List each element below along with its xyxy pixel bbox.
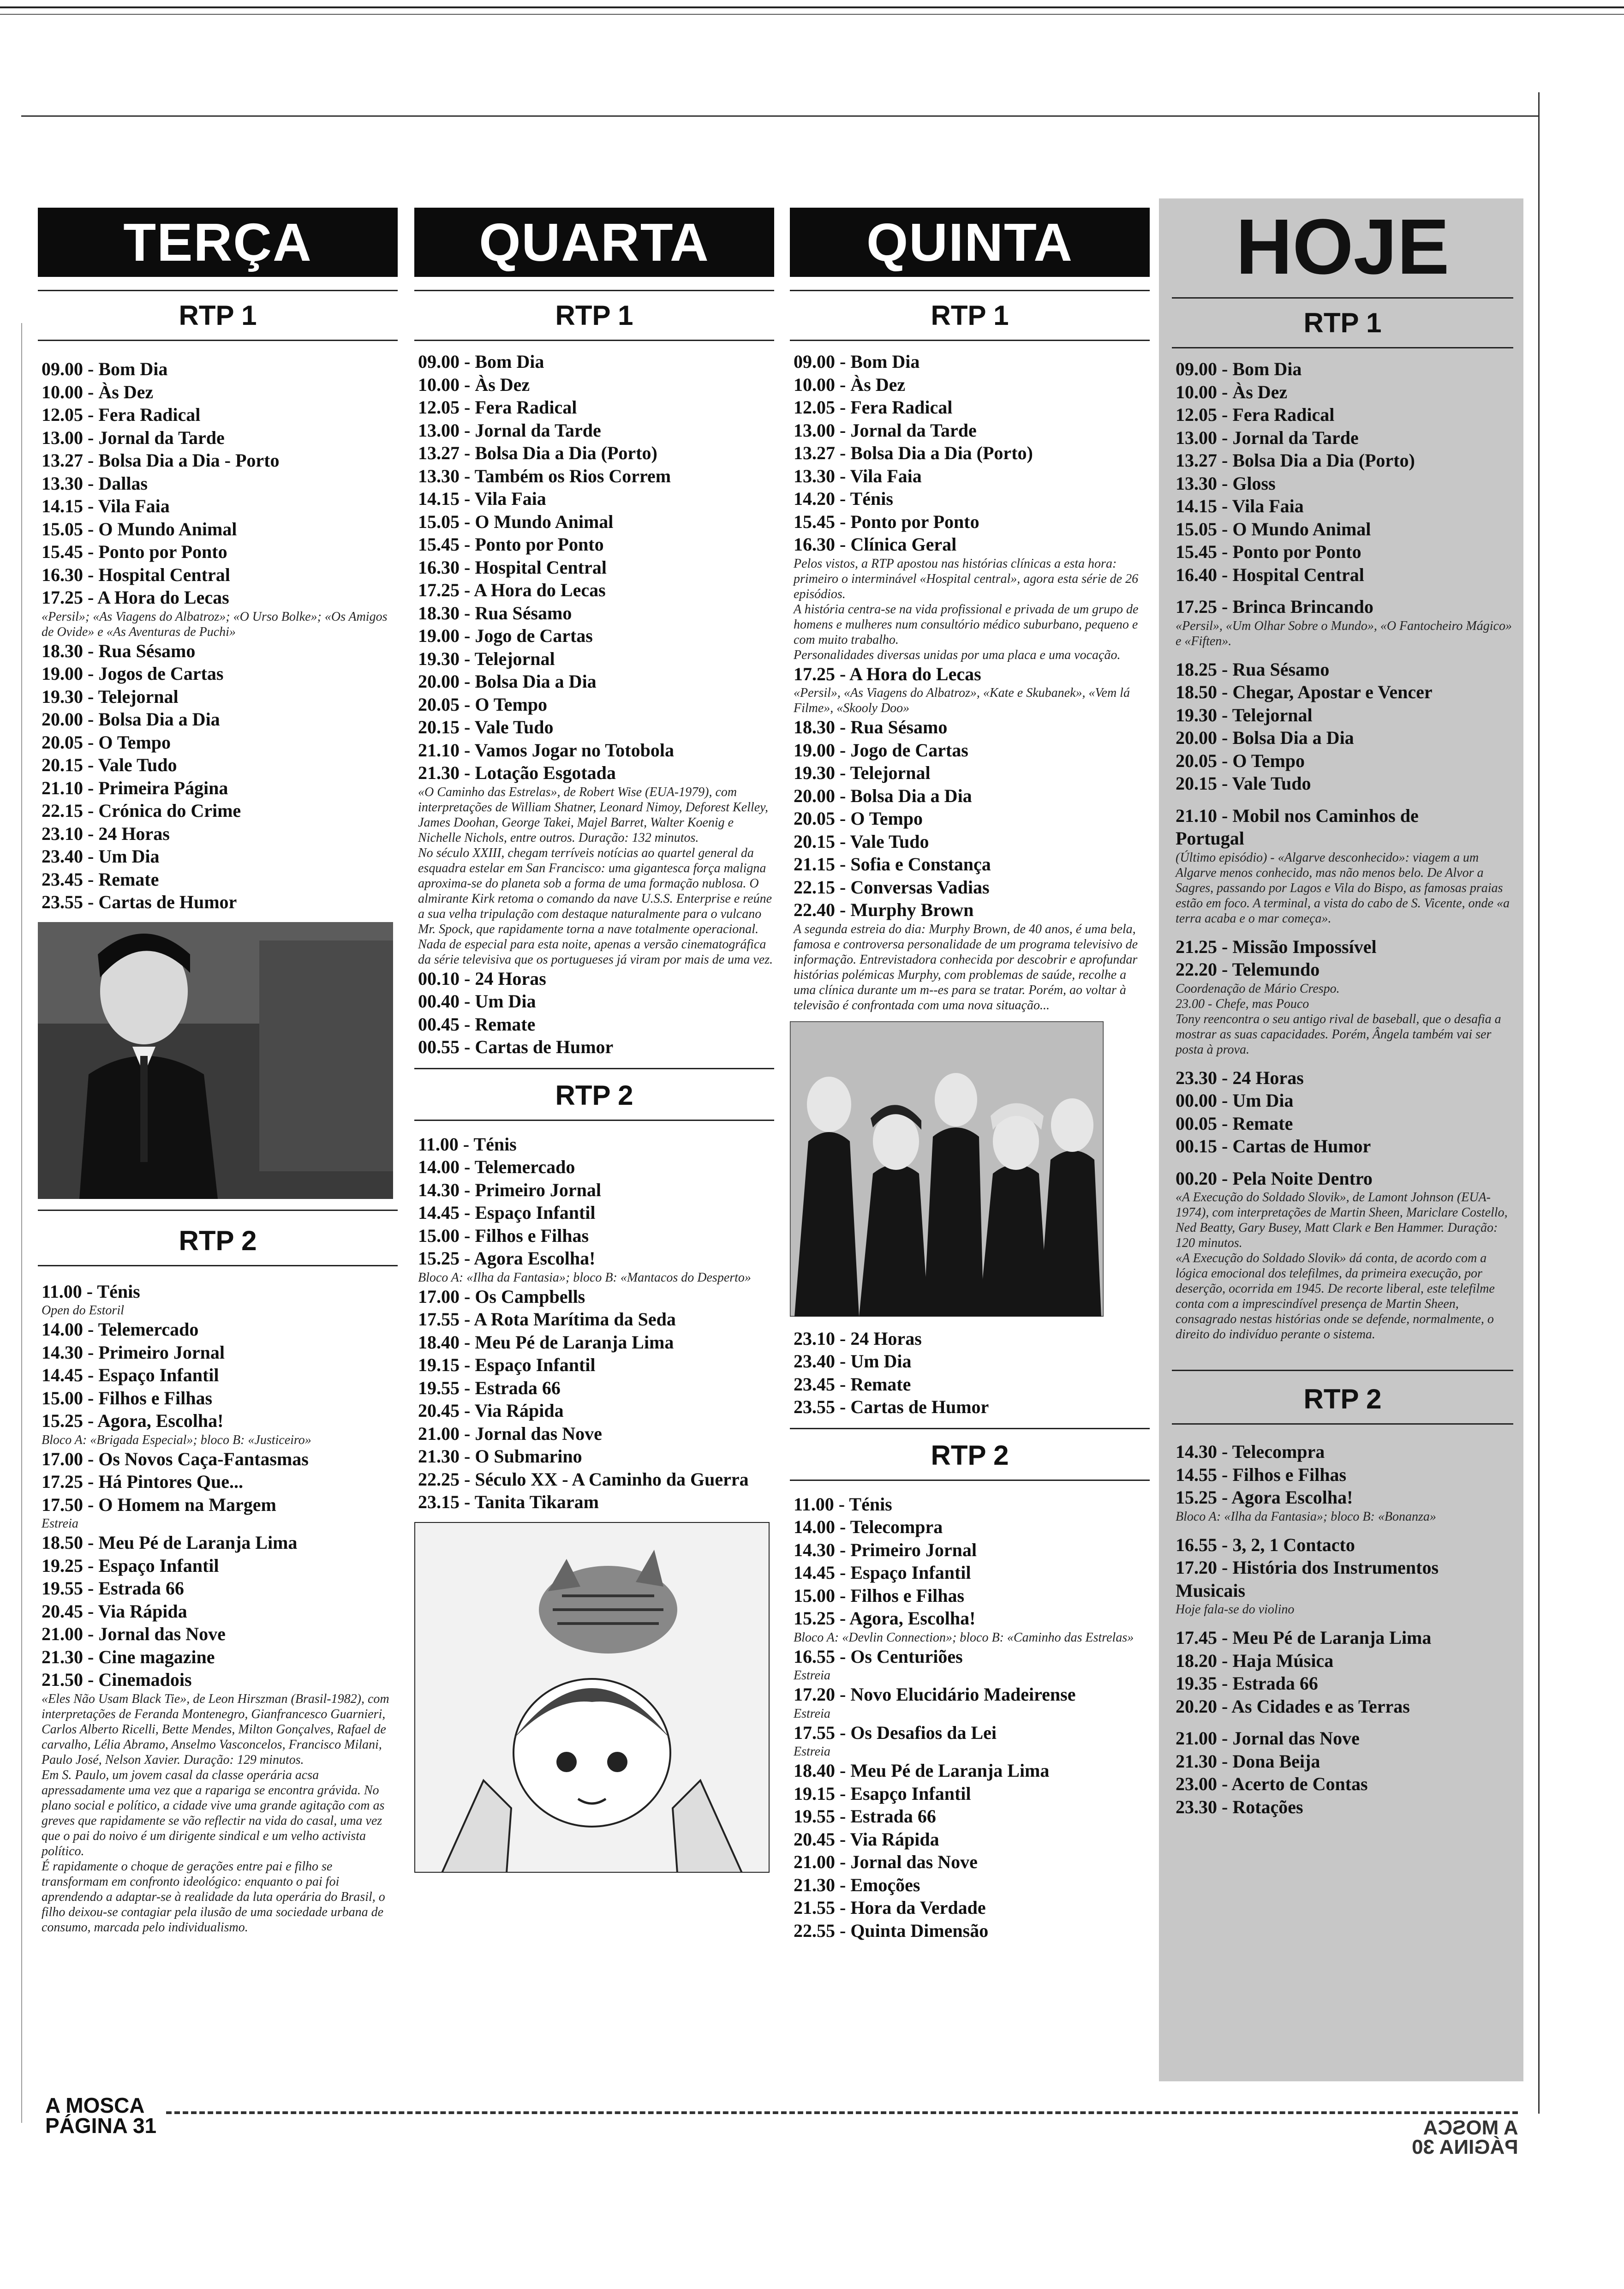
program-entry: 09.00 - Bom Dia bbox=[418, 351, 544, 372]
program-entry: 15.05 - O Mundo Animal bbox=[1176, 518, 1371, 539]
illustration-cat-and-girl bbox=[414, 1522, 774, 1875]
program-note: Bloco A: «Brigada Especial»; bloco B: «Justiceiro» bbox=[42, 1432, 311, 1447]
program-entry: 21.15 - Sofia e Constança bbox=[794, 854, 991, 875]
divider bbox=[1172, 297, 1513, 299]
program-entry: 19.00 - Jogos de Cartas bbox=[42, 663, 224, 684]
program-entry: 16.30 - Hospital Central bbox=[418, 557, 607, 578]
program-entry: 15.45 - Ponto por Ponto bbox=[42, 541, 227, 562]
program-entry: 00.20 - Pela Noite Dentro bbox=[1176, 1168, 1373, 1189]
program-note: Estreia bbox=[794, 1706, 830, 1721]
program-entry: 18.25 - Rua Sésamo bbox=[1176, 659, 1330, 680]
program-entry: 18.40 - Meu Pé de Laranja Lima bbox=[418, 1331, 674, 1353]
program-entry: 21.30 - Cine magazine bbox=[42, 1646, 215, 1667]
program-entry: 18.30 - Rua Sésamo bbox=[794, 717, 948, 737]
program-note: Bloco A: «Devlin Connection»; bloco B: «Caminho das Estrelas» bbox=[794, 1630, 1134, 1645]
program-entry: 15.00 - Filhos e Filhas bbox=[794, 1585, 965, 1606]
divider bbox=[790, 290, 1150, 291]
program-entry: 23.40 - Um Dia bbox=[42, 846, 160, 867]
program-entry: 16.30 - Clínica Geral bbox=[794, 534, 957, 555]
program-entry: 10.00 - Às Dez bbox=[42, 381, 154, 402]
column-hoje bbox=[1172, 203, 1513, 1818]
program-entry: 15.00 - Filhos e Filhas bbox=[418, 1225, 589, 1246]
program-entry: 23.00 - Acerto de Contas bbox=[1176, 1774, 1368, 1794]
spacer bbox=[1176, 1617, 1513, 1626]
program-entry: 15.25 - Agora Escolha! bbox=[1176, 1487, 1353, 1508]
program-entry: 19.00 - Jogo de Cartas bbox=[418, 625, 593, 646]
program-entry: 13.27 - Bolsa Dia a Dia - Porto bbox=[42, 450, 280, 471]
program-entry: 22.25 - Século XX - A Caminho da Guerra bbox=[418, 1468, 749, 1490]
frame-top-rule bbox=[21, 115, 1539, 117]
divider bbox=[38, 1210, 398, 1211]
program-entry: 19.30 - Telejornal bbox=[42, 686, 179, 707]
column-terca bbox=[38, 208, 398, 1935]
program-note: Bloco A: «Ilha da Fantasia»; bloco B: «Mantacos do Desperto» bbox=[418, 1270, 751, 1285]
program-entry: 00.00 - Um Dia bbox=[1176, 1090, 1294, 1111]
program-entry: 23.10 - 24 Horas bbox=[794, 1328, 922, 1349]
program-entry: 16.40 - Hospital Central bbox=[1176, 564, 1364, 585]
divider bbox=[1172, 1423, 1513, 1425]
program-entry: 20.45 - Via Rápida bbox=[42, 1600, 187, 1622]
program-entry: 12.05 - Fera Radical bbox=[1176, 404, 1335, 425]
footer-title: A MOSCA bbox=[45, 2093, 145, 2117]
program-entry: 19.35 - Estrada 66 bbox=[1176, 1673, 1318, 1694]
program-entry: 12.05 - Fera Radical bbox=[794, 397, 953, 418]
program-entry: 19.15 - Esapço Infantil bbox=[794, 1783, 971, 1804]
program-entry: 15.25 - Agora, Escolha! bbox=[42, 1410, 224, 1431]
program-entry: 20.15 - Vale Tudo bbox=[1176, 773, 1311, 794]
program-note: Personalidades diversas unidas por uma placa e uma vocação. bbox=[794, 647, 1121, 662]
program-entry: 15.05 - O Mundo Animal bbox=[418, 511, 614, 532]
program-entry: 21.00 - Jornal das Nove bbox=[418, 1423, 602, 1444]
program-entry: 17.50 - O Homem na Margem bbox=[42, 1494, 276, 1515]
top-rule-thin bbox=[0, 14, 1624, 15]
program-note: A segunda estreia do dia: Murphy Brown, de 40 anos, é uma bela, famosa e controversa personalidade de um programa televisivo de informação. Entrevistadora conhecida por descobrir e aprofundar histórias polémicas Murphy, com problemas de saúde, recolhe a uma clínica durante um m--es para se tratar. Porém, ao voltar à televisão é confrontada com uma nova situação... bbox=[794, 922, 1138, 1013]
program-entry: 00.40 - Um Dia bbox=[418, 991, 536, 1012]
program-entry: 23.40 - Um Dia bbox=[794, 1351, 912, 1372]
divider bbox=[414, 1120, 774, 1121]
spacer bbox=[1176, 586, 1513, 595]
spacer bbox=[1176, 1057, 1513, 1067]
program-entry: 16.55 - Os Centuriões bbox=[794, 1646, 963, 1667]
program-entry: 15.45 - Ponto por Ponto bbox=[1176, 541, 1361, 562]
program-entry: 20.05 - O Tempo bbox=[42, 731, 171, 753]
program-entry: 14.00 - Telemercado bbox=[42, 1319, 199, 1340]
program-note: Em S. Paulo, um jovem casal da classe operária acsa apressadamente uma vez que a rapariga se encontra grávida. No plano social e político, a cidade vive uma grande agitação com as greves que rapidamente se vão reflectir na vida do casal, uma vez que o pai do noivo é um dirigente sindical e um velho activista político. bbox=[42, 1768, 385, 1858]
program-entry: 14.20 - Ténis bbox=[794, 488, 893, 509]
program-entry: 13.00 - Jornal da Tarde bbox=[418, 419, 601, 441]
program-entry: 19.55 - Estrada 66 bbox=[794, 1806, 936, 1827]
divider bbox=[790, 1428, 1150, 1429]
program-entry: 22.20 - Telemundo bbox=[1176, 959, 1320, 980]
program-entry: 23.30 - Rotações bbox=[1176, 1796, 1303, 1817]
program-note: Bloco A: «Ilha da Fantasia»; bloco B: «Bonanza» bbox=[1176, 1509, 1436, 1524]
program-note: «Persil», «Um Olhar Sobre o Mundo», «O Fantocheiro Mágico» e «Fiften». bbox=[1176, 618, 1512, 648]
schedule-list-quinta-rtp1 bbox=[790, 350, 1150, 1013]
program-entry: 15.00 - Filhos e Filhas bbox=[42, 1387, 213, 1408]
day-header-quarta: QUARTA bbox=[414, 208, 774, 277]
program-entry: 19.00 - Jogo de Cartas bbox=[794, 739, 968, 761]
program-entry: Musicais bbox=[1176, 1580, 1246, 1601]
program-entry: 14.00 - Telecompra bbox=[794, 1516, 943, 1537]
program-entry: 18.50 - Meu Pé de Laranja Lima bbox=[42, 1532, 298, 1553]
program-note: «Persil», «As Viagens do Albatroz», «Kate e Skubanek», «Vem lá Filme», «Skooly Doo» bbox=[794, 686, 1130, 715]
program-entry: 09.00 - Bom Dia bbox=[1176, 359, 1302, 379]
program-entry: 09.00 - Bom Dia bbox=[42, 359, 168, 379]
program-entry: 17.20 - História dos Instrumentos bbox=[1176, 1557, 1439, 1578]
program-entry: 22.15 - Conversas Vadias bbox=[794, 876, 990, 898]
schedule-list-quinta-rtp1-late bbox=[790, 1327, 1150, 1419]
program-entry: 21.10 - Primeira Página bbox=[42, 777, 228, 798]
program-note: Open do Estoril bbox=[42, 1303, 124, 1318]
schedule-list-hoje-rtp1 bbox=[1172, 358, 1513, 1342]
frame-left-rule bbox=[21, 323, 22, 2123]
program-note: No século XXIII, chegam terríveis notícias ao quartel general da esquadra estelar em San Francisco: uma gigantesca força maligna aproxima-se do planeta sob a forma de uma formação nublosa. O almirante Kirk retoma o comando da nave U.S.S. Enterprise e reúne a sua velha tripulação com destaque naturalmente para o vulcano Mr. Spock, que rapidamente torna a nave totalmente operacional. bbox=[418, 845, 772, 936]
program-entry: 10.00 - Às Dez bbox=[418, 374, 530, 395]
channel-heading-rtp1: RTP 1 bbox=[179, 300, 257, 331]
program-entry: 21.00 - Jornal das Nove bbox=[42, 1624, 226, 1644]
program-entry: 14.55 - Filhos e Filhas bbox=[1176, 1464, 1347, 1485]
program-entry: 22.55 - Quinta Dimensão bbox=[794, 1920, 989, 1941]
program-entry: 15.45 - Ponto por Ponto bbox=[794, 511, 979, 532]
divider bbox=[1172, 1370, 1513, 1371]
frame-right-rule bbox=[1538, 92, 1540, 2114]
program-entry: 13.27 - Bolsa Dia a Dia (Porto) bbox=[1176, 450, 1415, 471]
program-entry: 21.00 - Jornal das Nove bbox=[794, 1852, 978, 1872]
program-entry: 21.25 - Missão Impossível bbox=[1176, 936, 1377, 957]
divider bbox=[38, 1265, 398, 1266]
program-entry: 19.55 - Estrada 66 bbox=[42, 1578, 184, 1599]
program-entry: 21.55 - Hora da Verdade bbox=[794, 1897, 986, 1918]
program-entry: 21.30 - Lotação Esgotada bbox=[418, 762, 616, 783]
channel-heading-rtp2: RTP 2 bbox=[555, 1079, 633, 1111]
program-entry: 14.45 - Espaço Infantil bbox=[42, 1365, 219, 1385]
footer-title-mirrored: A MOSCA bbox=[1423, 2116, 1518, 2139]
program-entry: 20.00 - Bolsa Dia a Dia bbox=[42, 709, 220, 730]
program-note: Nada de especial para esta noite, apenas a versão cinematográfica da série televisiva que os portugueses já viram por mais de uma vez. bbox=[418, 937, 773, 967]
program-entry: 18.40 - Meu Pé de Laranja Lima bbox=[794, 1760, 1050, 1781]
schedule-list-quinta-rtp2 bbox=[790, 1493, 1150, 1942]
program-entry: 11.00 - Ténis bbox=[42, 1281, 140, 1302]
program-entry: 14.15 - Vila Faia bbox=[42, 496, 170, 516]
channel-heading-rtp2: RTP 2 bbox=[179, 1225, 257, 1256]
channel-heading-rtp1: RTP 1 bbox=[931, 300, 1009, 331]
program-note: Pelos vistos, a RTP apostou nas histórias clínicas a esta hora: primeiro o interminável «Hospital central», agora esta série de 26 episódios. bbox=[794, 556, 1139, 601]
program-entry: 00.45 - Remate bbox=[418, 1013, 536, 1035]
channel-heading-rtp1: RTP 1 bbox=[1303, 307, 1382, 338]
program-entry: 10.00 - Às Dez bbox=[794, 374, 906, 395]
program-note: Hoje fala-se do violino bbox=[1176, 1602, 1295, 1617]
program-note: «A Execução do Soldado Slovik» dá conta, de acordo com a lógica emocional dos telefilmes, da primeira execução, por deserção, ocorrida em 1945. De recorte liberal, este telefilme conta com a imprescindível presença de Martin Sheen, consagrado nestas histórias onde se defende, normalmente, o direito do indivíduo perante o sistema. bbox=[1176, 1251, 1495, 1342]
program-entry: 14.30 - Primeiro Jornal bbox=[418, 1179, 601, 1200]
program-entry: 17.25 - A Hora do Lecas bbox=[794, 663, 981, 684]
program-note: 23.00 - Chefe, mas Pouco bbox=[1176, 996, 1309, 1011]
photo-murphy-brown-cast bbox=[790, 1021, 1150, 1319]
program-note: Estreia bbox=[794, 1668, 830, 1683]
channel-heading-rtp2: RTP 2 bbox=[1303, 1384, 1382, 1414]
footer-publication-right-mirrored bbox=[1412, 2118, 1518, 2157]
program-entry: 20.05 - O Tempo bbox=[794, 808, 923, 829]
program-entry: 10.00 - Às Dez bbox=[1176, 381, 1288, 402]
top-rule bbox=[0, 6, 1624, 8]
program-entry: 20.20 - As Cidades e as Terras bbox=[1176, 1696, 1410, 1717]
schedule-list-terca-rtp2 bbox=[38, 1280, 398, 1935]
program-entry: 17.00 - Os Novos Caça-Fantasmas bbox=[42, 1448, 309, 1469]
program-entry: 20.00 - Bolsa Dia a Dia bbox=[418, 671, 597, 692]
program-entry: 18.50 - Chegar, Apostar e Vencer bbox=[1176, 682, 1433, 702]
program-note: (Último episódio) - «Algarve desconhecido»: viagem a um Algarve menos conhecido, mas não menos belo. De Alvor a Sagres, passando por Lagos e Vila do Bispo, as famosas praias estão em foco. A terminal, a vista do cabo de S. Vicente, onde «a terra acaba e o mar começa». bbox=[1176, 850, 1510, 926]
program-note: «Eles Não Usam Black Tie», de Leon Hirszman (Brasil-1982), com interpretações de Feranda Montenegro, Gianfrancesco Guarnieri, Carlos Alberto Ricelli, Bette Mendes, Milton Gonçalves, Rafael de carvalho, Lélia Abramo, Anselmo Vasconcelos, Francisco Milani, Paulo José, Nelson Xavier. Duração: 129 minutos. bbox=[42, 1691, 389, 1767]
program-note: É rapidamente o choque de gerações entre pai e filho se transformam em confronto ideológico: enquanto o pai foi aprendendo a adaptar-se à realidade da luta operária do Brasil, o filho deixou-se contagiar pela ilusão de uma sociedade urbana de consumo, marcada pelo individualismo. bbox=[42, 1859, 385, 1935]
program-entry: 21.30 - Emoções bbox=[794, 1874, 920, 1895]
program-entry: 13.00 - Jornal da Tarde bbox=[794, 419, 977, 441]
program-entry: 13.27 - Bolsa Dia a Dia (Porto) bbox=[794, 443, 1033, 463]
footer-dashed-rule bbox=[166, 2111, 1518, 2114]
day-header-terca: TERÇA bbox=[38, 208, 398, 277]
program-entry: 21.50 - Cinemadois bbox=[42, 1669, 192, 1690]
divider bbox=[790, 340, 1150, 341]
program-note: Estreia bbox=[42, 1516, 78, 1531]
divider bbox=[414, 340, 774, 341]
program-entry: 21.30 - O Submarino bbox=[418, 1446, 582, 1467]
program-entry: 20.15 - Vale Tudo bbox=[418, 717, 554, 737]
day-header-hoje: HOJE bbox=[1236, 203, 1450, 291]
program-entry: 13.30 - Também os Rios Correm bbox=[418, 465, 671, 486]
channel-heading-rtp1: RTP 1 bbox=[555, 300, 633, 331]
program-entry: 13.30 - Vila Faia bbox=[794, 465, 922, 486]
program-entry: 18.20 - Haja Música bbox=[1176, 1650, 1334, 1671]
program-entry: 17.25 - A Hora do Lecas bbox=[418, 580, 606, 600]
program-entry: 14.15 - Vila Faia bbox=[1176, 496, 1304, 516]
program-entry: 11.00 - Ténis bbox=[418, 1133, 517, 1155]
program-entry: 00.15 - Cartas de Humor bbox=[1176, 1136, 1371, 1156]
program-entry: 00.05 - Remate bbox=[1176, 1113, 1293, 1134]
program-entry: 23.10 - 24 Horas bbox=[42, 823, 170, 844]
program-entry: 20.15 - Vale Tudo bbox=[42, 755, 177, 775]
program-entry: 19.55 - Estrada 66 bbox=[418, 1377, 561, 1398]
program-entry: 19.15 - Espaço Infantil bbox=[418, 1354, 596, 1375]
spacer bbox=[1176, 1718, 1513, 1727]
program-entry: 22.15 - Crónica do Crime bbox=[42, 800, 241, 821]
photo-man-in-suit bbox=[38, 922, 398, 1201]
program-entry: 20.00 - Bolsa Dia a Dia bbox=[1176, 727, 1354, 748]
program-entry: 21.10 - Vamos Jogar no Totobola bbox=[418, 739, 674, 761]
program-entry: 15.05 - O Mundo Animal bbox=[42, 518, 237, 539]
program-entry: 14.15 - Vila Faia bbox=[418, 488, 546, 509]
program-entry: 17.25 - Brinca Brincando bbox=[1176, 596, 1373, 617]
program-entry: 19.30 - Telejornal bbox=[1176, 704, 1313, 725]
program-entry: 17.55 - A Rota Marítima da Seda bbox=[418, 1309, 676, 1330]
program-note: «O Caminho das Estrelas», de Robert Wise (EUA-1979), com interpretações de William Shatner, Leonard Nimoy, Deforest Kelley, James Doohan, George Takei, Majel Barret, Walter Koenig e Nichelle Nichols, entre outros. Duração: 132 minutos. bbox=[418, 785, 769, 845]
program-entry: 13.27 - Bolsa Dia a Dia (Porto) bbox=[418, 443, 657, 463]
program-entry: 18.30 - Rua Sésamo bbox=[418, 602, 572, 623]
schedule-list-quarta-rtp1 bbox=[414, 350, 774, 1059]
program-entry: 20.45 - Via Rápida bbox=[418, 1400, 564, 1421]
schedule-list-quarta-rtp2 bbox=[414, 1133, 774, 1514]
spacer bbox=[1176, 795, 1513, 804]
program-entry: Portugal bbox=[1176, 828, 1244, 849]
program-entry: 00.10 - 24 Horas bbox=[418, 968, 546, 989]
column-quinta bbox=[790, 208, 1150, 1942]
divider bbox=[1172, 347, 1513, 348]
program-entry: 21.30 - Dona Beija bbox=[1176, 1750, 1320, 1772]
program-entry: 20.05 - O Tempo bbox=[418, 694, 548, 715]
program-entry: 00.55 - Cartas de Humor bbox=[418, 1037, 614, 1057]
spacer bbox=[1176, 649, 1513, 658]
program-entry: 17.25 - Há Pintores Que... bbox=[42, 1471, 244, 1492]
day-header-quinta: QUINTA bbox=[790, 208, 1150, 277]
footer-page: PÁGINA 31 bbox=[45, 2114, 157, 2138]
program-entry: 11.00 - Ténis bbox=[794, 1493, 892, 1515]
program-entry: 15.25 - Agora, Escolha! bbox=[794, 1608, 976, 1629]
program-entry: 16.30 - Hospital Central bbox=[42, 564, 230, 585]
program-entry: 17.20 - Novo Elucidário Madeirense bbox=[794, 1684, 1076, 1705]
program-entry: 21.10 - Mobil nos Caminhos de bbox=[1176, 805, 1419, 826]
program-note: «A Execução do Soldado Slovik», de Lamont Johnson (EUA-1974), com interpretações de Martin Sheen, Mariclare Costello, Ned Beatty, Gary Busey, Matt Clark e Ben Hammer. Duração: 120 minutos. bbox=[1176, 1190, 1508, 1250]
program-entry: 20.05 - O Tempo bbox=[1176, 750, 1305, 771]
program-entry: 17.45 - Meu Pé de Laranja Lima bbox=[1176, 1627, 1432, 1648]
program-entry: 23.30 - 24 Horas bbox=[1176, 1067, 1304, 1088]
program-entry: 15.45 - Ponto por Ponto bbox=[418, 534, 604, 555]
program-entry: 13.30 - Dallas bbox=[42, 473, 148, 494]
divider bbox=[790, 1480, 1150, 1481]
program-entry: 22.40 - Murphy Brown bbox=[794, 899, 974, 920]
schedule-list-hoje-rtp2 bbox=[1172, 1440, 1513, 1818]
program-entry: 14.30 - Telecompra bbox=[1176, 1441, 1325, 1462]
program-entry: 16.55 - 3, 2, 1 Contacto bbox=[1176, 1534, 1355, 1555]
program-entry: 23.55 - Cartas de Humor bbox=[42, 892, 237, 912]
program-entry: 13.00 - Jornal da Tarde bbox=[42, 427, 225, 448]
footer-publication-left bbox=[45, 2095, 156, 2136]
program-entry: 23.55 - Cartas de Humor bbox=[794, 1396, 989, 1417]
program-entry: 12.05 - Fera Radical bbox=[418, 397, 577, 418]
program-entry: 23.45 - Remate bbox=[42, 869, 159, 890]
program-entry: 17.55 - Os Desafios da Lei bbox=[794, 1722, 997, 1743]
program-note: Tony reencontra o seu antigo rival de baseball, que o desafia a mostrar as suas capacidades. Porém, Ângela também vai ser posta à prova. bbox=[1176, 1012, 1501, 1057]
divider bbox=[38, 290, 398, 291]
divider bbox=[38, 340, 398, 341]
program-entry: 09.00 - Bom Dia bbox=[794, 351, 920, 372]
channel-heading-rtp2: RTP 2 bbox=[931, 1439, 1009, 1471]
program-entry: 21.00 - Jornal das Nove bbox=[1176, 1728, 1360, 1749]
program-entry: 20.00 - Bolsa Dia a Dia bbox=[794, 785, 972, 806]
program-entry: 14.45 - Espaço Infantil bbox=[418, 1202, 596, 1223]
program-entry: 14.30 - Primeiro Jornal bbox=[794, 1539, 977, 1560]
program-entry: 14.00 - Telemercado bbox=[418, 1156, 575, 1177]
divider bbox=[414, 290, 774, 291]
program-entry: 23.15 - Tanita Tikaram bbox=[418, 1492, 599, 1512]
program-entry: 19.30 - Telejornal bbox=[418, 648, 555, 669]
program-entry: 23.45 - Remate bbox=[794, 1373, 911, 1395]
spacer bbox=[1176, 1158, 1513, 1167]
program-entry: 12.05 - Fera Radical bbox=[42, 404, 201, 425]
footer-page-mirrored: PÁGINA 30 bbox=[1412, 2136, 1518, 2158]
program-note: Estreia bbox=[794, 1744, 830, 1759]
program-entry: 18.30 - Rua Sésamo bbox=[42, 640, 196, 661]
schedule-list-terca-rtp1 bbox=[38, 358, 398, 914]
program-entry: 15.25 - Agora Escolha! bbox=[418, 1248, 596, 1269]
program-entry: 17.00 - Os Campbells bbox=[418, 1286, 585, 1307]
program-note: «Persil»; «As Viagens do Albatroz»; «O Urso Bolke»; «Os Amigos de Ovide» e «As Aventuras de Puchi» bbox=[42, 609, 388, 639]
program-note: Coordenação de Mário Crespo. bbox=[1176, 981, 1340, 996]
program-entry: 14.30 - Primeiro Jornal bbox=[42, 1342, 225, 1363]
program-entry: 19.30 - Telejornal bbox=[794, 762, 931, 783]
program-entry: 13.00 - Jornal da Tarde bbox=[1176, 427, 1359, 448]
column-quarta bbox=[414, 208, 774, 1883]
program-entry: 19.25 - Espaço Infantil bbox=[42, 1555, 219, 1576]
program-entry: 20.45 - Via Rápida bbox=[794, 1828, 939, 1850]
program-entry: 14.45 - Espaço Infantil bbox=[794, 1562, 971, 1583]
program-entry: 13.30 - Gloss bbox=[1176, 473, 1276, 494]
program-note: A história centra-se na vida profissional e privada de um grupo de homens e mulheres num consultório médico suburbano, pequeno e com muito trabalho. bbox=[794, 602, 1139, 647]
program-entry: 17.25 - A Hora do Lecas bbox=[42, 587, 229, 608]
spacer bbox=[1176, 1524, 1513, 1534]
divider bbox=[414, 1068, 774, 1069]
program-entry: 20.15 - Vale Tudo bbox=[794, 831, 929, 852]
spacer bbox=[1176, 926, 1513, 935]
